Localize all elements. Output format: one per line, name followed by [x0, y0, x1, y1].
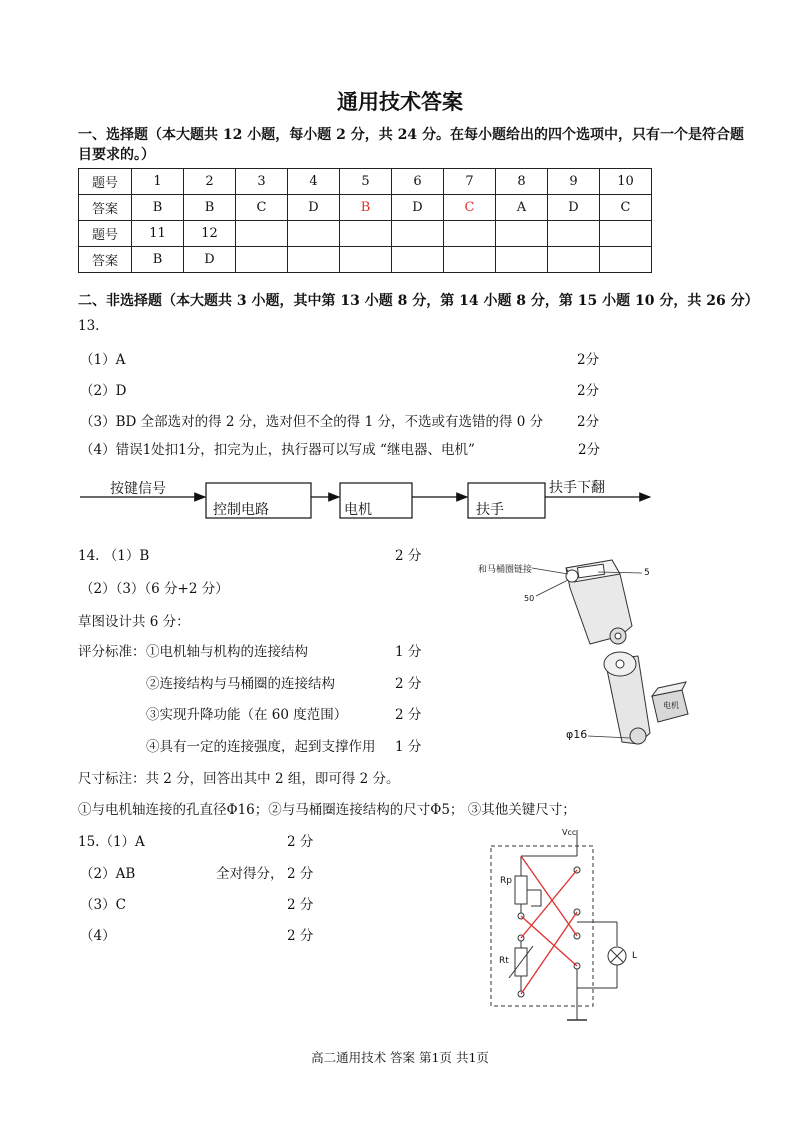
sketch-label-dim50: 50: [524, 594, 535, 603]
q13-score-4: 2分: [578, 442, 601, 458]
flow-output-label: 扶手下翻: [549, 480, 605, 496]
row-label: 答案: [79, 195, 132, 221]
answer-cell: D: [288, 195, 340, 221]
table-row: [79, 169, 652, 195]
empty-cell: [392, 221, 444, 247]
q14-line2: （2）（3）（6 分+2 分）: [80, 581, 229, 597]
q-num: 6: [392, 169, 444, 195]
q14-criterion-1: ①电机轴与机构的连接结构: [146, 644, 308, 660]
q14-criterion-2: ②连接结构与马桶圈的连接结构: [146, 676, 335, 692]
row-label: 题号: [79, 169, 132, 195]
page-title: 通用技术答案: [337, 89, 463, 114]
section1-header-line2: 目要求的。）: [78, 147, 155, 163]
q15-score-4: 2 分: [287, 928, 314, 944]
empty-cell: [392, 247, 444, 273]
empty-cell: [288, 247, 340, 273]
q-num: 1: [132, 169, 184, 195]
mechanism-sketch: [470, 548, 690, 758]
section1-header-line1: 一、选择题（本大题共 12 小题，每小题 2 分，共 24 分。在每小题给出的四个选项中，只有一个是符合题: [78, 127, 744, 143]
flow-input-label: 按键信号: [110, 481, 166, 497]
answer-cell: B: [132, 195, 184, 221]
q-num: 4: [288, 169, 340, 195]
q14-criterion-4: ④具有一定的连接强度，起到支撑作用: [146, 739, 376, 755]
empty-cell: [236, 247, 288, 273]
q15-item-3: （3）C: [80, 897, 126, 913]
answer-table: [78, 168, 652, 273]
circuit-label-rt: Rt: [499, 956, 509, 966]
table-row: [79, 195, 652, 221]
q13-score-1: 2分: [577, 352, 600, 368]
q-num: 9: [548, 169, 600, 195]
answer-cell: A: [496, 195, 548, 221]
q-num: 3: [236, 169, 288, 195]
q13-item-4: （4）错误1处扣1分，扣完为止，执行器可以写成 “继电器、电机”: [80, 442, 475, 458]
empty-cell: [496, 247, 548, 273]
empty-cell: [236, 221, 288, 247]
section2-header: 二、非选择题（本大题共 3 小题，其中第 13 小题 8 分，第 14 小题 8 分，第 15 小题 10 分，共 26 分）: [78, 293, 759, 309]
q14-line1: 14. （1）B: [78, 548, 150, 564]
circuit-label-lamp: L: [632, 951, 638, 961]
empty-cell: [600, 247, 652, 273]
circuit-label-rp: Rp: [500, 876, 512, 886]
flow-box-label: 控制电路: [213, 502, 269, 518]
q14-line1-score: 2 分: [395, 548, 422, 564]
table-row: [79, 221, 652, 247]
q15-item-1: 15.（1）A: [78, 834, 145, 850]
sketch-label-phi16: φ16: [566, 728, 588, 741]
answer-cell: D: [548, 195, 600, 221]
empty-cell: [444, 247, 496, 273]
q-num: 11: [132, 221, 184, 247]
answer-cell: B: [184, 195, 236, 221]
q15-item-2: （2）AB: [80, 866, 136, 882]
empty-cell: [548, 221, 600, 247]
q14-criterion-1-score: 1 分: [395, 644, 422, 660]
page-footer: 高二通用技术 答案 第1页 共1页: [311, 1050, 489, 1065]
q15-note-2: 全对得分，: [216, 866, 284, 882]
q13-item-1: （1）A: [80, 352, 126, 368]
q-num: 5: [340, 169, 392, 195]
empty-cell: [496, 221, 548, 247]
answer-cell: C: [600, 195, 652, 221]
answer-cell: D: [184, 247, 236, 273]
q14-criterion-3-score: 2 分: [395, 707, 422, 723]
q14-criterion-2-score: 2 分: [395, 676, 422, 692]
q14-criteria-label: 评分标准：: [78, 644, 146, 660]
table-row: [79, 247, 652, 273]
empty-cell: [444, 221, 496, 247]
sketch-label-connect: 和马桶圈链接: [478, 565, 533, 575]
q15-score-2: 2 分: [287, 866, 314, 882]
q15-score-1: 2 分: [287, 834, 314, 850]
q14-dimension-line: 尺寸标注：共 2 分，回答出其中 2 组，即可得 2 分。: [78, 771, 400, 787]
q13-label: 13.: [78, 318, 100, 334]
q13-item-3: （3）BD 全部选对的得 2 分，选对但不全的得 1 分，不选或有选错的得 0 分: [80, 414, 544, 430]
q-num: 8: [496, 169, 548, 195]
q15-score-3: 2 分: [287, 897, 314, 913]
row-label: 答案: [79, 247, 132, 273]
q-num: 10: [600, 169, 652, 195]
answer-cell-highlight: B: [340, 195, 392, 221]
q-num: 7: [444, 169, 496, 195]
q14-dimension-detail: ①与电机轴连接的孔直径Φ16；②与马桶圈连接结构的尺寸Φ5； ③其他关键尺寸；: [78, 802, 576, 818]
q14-criterion-4-score: 1 分: [395, 739, 422, 755]
q13-item-2: （2）D: [80, 383, 127, 399]
circuit-diagram: [485, 826, 645, 1026]
empty-cell: [288, 221, 340, 247]
answer-cell: D: [392, 195, 444, 221]
flow-box-label: 电机: [344, 502, 372, 518]
circuit-label-vcc: Vcc: [562, 828, 577, 837]
row-label: 题号: [79, 221, 132, 247]
flow-box-label: 扶手: [476, 502, 504, 518]
q14-line3: 草图设计共 6 分：: [78, 614, 190, 630]
q13-score-2: 2分: [577, 383, 600, 399]
empty-cell: [548, 247, 600, 273]
q13-score-3: 2分: [577, 414, 600, 430]
answer-cell-highlight: C: [444, 195, 496, 221]
q15-item-4: （4）: [80, 928, 116, 944]
q-num: 12: [184, 221, 236, 247]
empty-cell: [340, 247, 392, 273]
empty-cell: [340, 221, 392, 247]
q14-criterion-3: ③实现升降功能（在 60 度范围）: [146, 707, 348, 723]
sketch-label-motor: 电机: [663, 701, 679, 710]
q-num: 2: [184, 169, 236, 195]
answer-cell: C: [236, 195, 288, 221]
answer-cell: B: [132, 247, 184, 273]
sketch-label-dim5: 5: [644, 568, 650, 578]
empty-cell: [600, 221, 652, 247]
